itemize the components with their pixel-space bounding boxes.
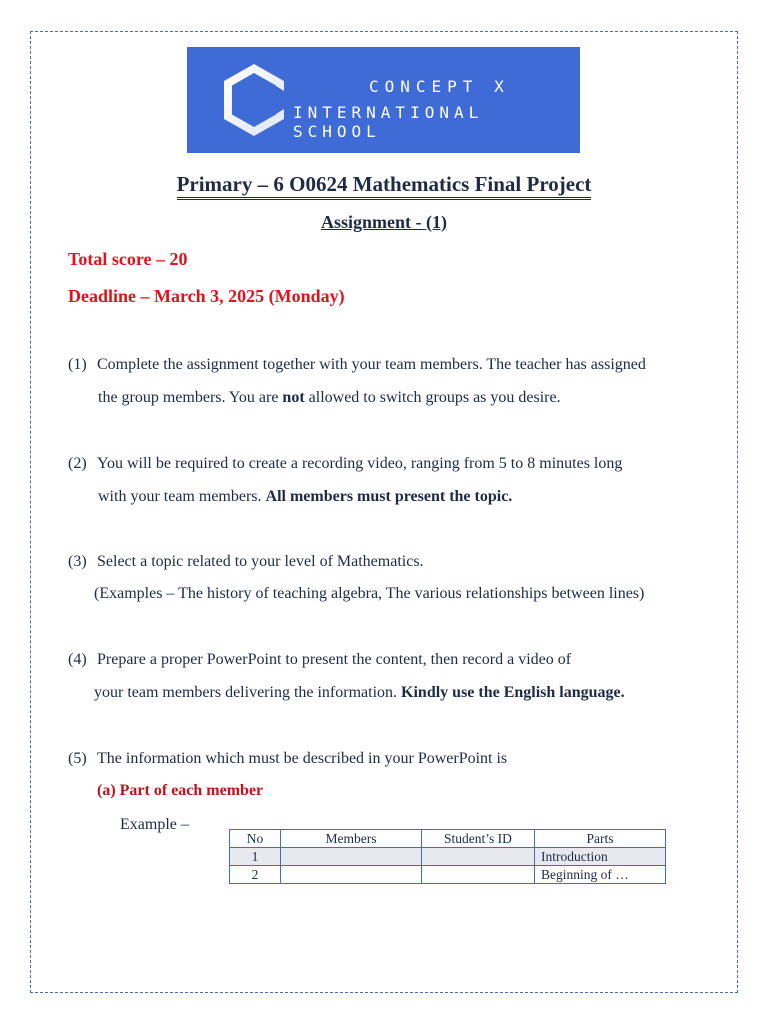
item-4-line1: Prepare a proper PowerPoint to present the content, then record a video of	[97, 651, 572, 668]
item-2-line2	[98, 488, 512, 506]
item-1-line1: Complete the assignment together with your team members. The teacher has assigned	[97, 356, 646, 373]
deadline: Deadline – March 3, 2025 (Monday)	[68, 286, 345, 306]
assignment-heading	[0, 212, 768, 233]
item-1-number: (1)	[68, 356, 87, 373]
item-4-number: (4)	[68, 651, 87, 668]
header-members: Members	[281, 830, 422, 848]
total-score: Total score – 20	[68, 249, 188, 269]
item-2-number: (2)	[68, 455, 87, 472]
table-row	[230, 848, 666, 866]
item-2-line1: You will be required to create a recording video, ranging from 5 to 8 minutes long	[97, 455, 623, 472]
item-4-emphasis: Kindly use the English language.	[401, 684, 625, 701]
item-1-line2	[98, 389, 561, 407]
logo-text-line1: CONCEPT X	[369, 77, 510, 96]
header-student-id: Student’s ID	[422, 830, 535, 848]
cell-members	[281, 866, 422, 884]
logo-text-line2: INTERNATIONAL SCHOOL	[293, 103, 484, 141]
item-3-line2: (Examples – The history of teaching algebra, The various relationships between lines)	[94, 585, 645, 602]
cell-members	[281, 848, 422, 866]
assignment-heading-text: Assignment - (1)	[321, 212, 447, 232]
cell-no: 2	[230, 866, 281, 884]
hexagon-logo-icon	[219, 60, 289, 140]
school-logo	[187, 47, 580, 153]
document-title-text: Primary – 6 O0624 Mathematics Final Project	[177, 172, 592, 200]
cell-parts: Introduction	[535, 848, 666, 866]
item-3-number: (3)	[68, 553, 87, 570]
item-1-line2-post: allowed to switch groups as you desire.	[304, 389, 561, 406]
header-no: No	[230, 830, 281, 848]
item-2-emphasis: All members must present the topic.	[265, 488, 513, 505]
item-1-emphasis: not	[282, 389, 305, 406]
item-5-line1: The information which must be described in your PowerPoint is	[97, 750, 508, 767]
item-4-line2	[94, 684, 625, 702]
header-parts: Parts	[535, 830, 666, 848]
item-4-line2-pre: your team members delivering the information.	[94, 684, 402, 701]
example-label: Example –	[120, 816, 189, 833]
table-header-row	[230, 830, 666, 848]
document-title	[0, 172, 768, 197]
item-5-number: (5)	[68, 750, 87, 767]
cell-student-id	[422, 848, 535, 866]
cell-student-id	[422, 866, 535, 884]
item-5-subheading-a: (a) Part of each member	[97, 782, 264, 799]
members-table	[229, 829, 666, 884]
cell-no: 1	[230, 848, 281, 866]
item-2-line2-pre: with your team members.	[98, 488, 266, 505]
table-row	[230, 866, 666, 884]
item-1-line2-pre: the group members. You are	[98, 389, 283, 406]
cell-parts: Beginning of …	[535, 866, 666, 884]
item-3-line1: Select a topic related to your level of Mathematics.	[97, 553, 424, 570]
